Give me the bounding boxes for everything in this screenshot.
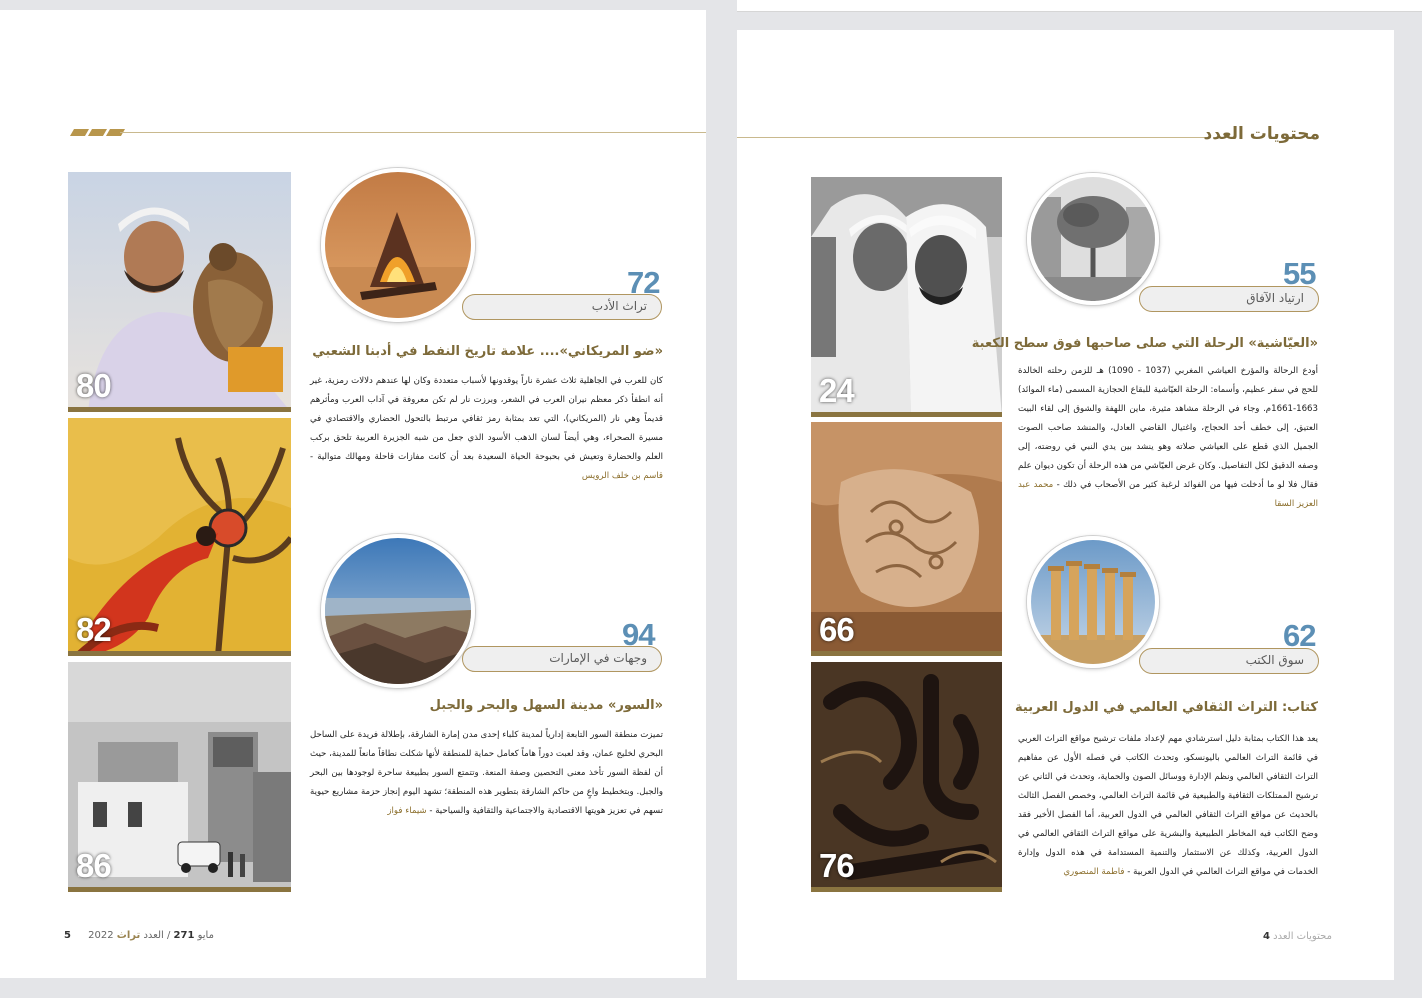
header-rule — [120, 132, 706, 133]
article-summary-text: أودع الرحالة والمؤرخ العياشي المغربي (1037 - 1090) هـ للزمن رحلته الخالدة للحج في سفر عظيم، وأسماه: الرحلة العيّاشية للبقاع الحجازية المسمى (ماء الموائد) 1663-1661م. وجاء في الرحلة مشاهد مثيرة، ماين اللهفة والشوق إلى لقاء البيت العتيق، إلى خطف أحد الحجاج، واغتيال القاضي العادل، والمنشد صاحب الصوت الجميل الذي قطع على العياشي صلاته وهو ينشد بين يدي النبي في روضته، إلى وصفه الدقيق لكل التفاصيل. وكان غرض العيّاشي من هذه الرحلة أن تكون ديوان علم فقال فلا لو ما أدخلت فيها من الفوائد لرغبة كثير من الأصحاب في ذلك - — [1018, 366, 1319, 490]
section-label: ارتياد الآفاق — [1246, 291, 1304, 305]
footer-page-number: 5 — [64, 930, 71, 941]
section-label: وجهات في الإمارات — [549, 651, 647, 665]
article-page-number: 55 — [1283, 256, 1316, 291]
article-author[interactable]: قاسم بن خلف الرويس — [581, 471, 663, 481]
article-title[interactable]: «ضو المريكاني».... علامة تاريخ النفط في أدبنا الشعبي — [312, 344, 663, 359]
article-summary — [310, 372, 663, 486]
footer-month: مايو — [197, 930, 214, 941]
article-title[interactable]: «العيّاشية» الرحلة التي صلى صاحبها فوق سطح الكعبة — [971, 336, 1318, 351]
page-footer — [1253, 931, 1332, 942]
article-author[interactable]: فاطمة المنصوري — [1063, 867, 1125, 877]
mountain-landscape-icon — [325, 538, 471, 684]
article-thumbnail-mountains[interactable] — [321, 534, 475, 688]
roman-columns-icon — [1031, 540, 1155, 664]
photo-sheikhs[interactable] — [811, 177, 1002, 417]
footer-page-number: 4 — [1263, 931, 1270, 942]
article-author[interactable]: شيماء فواز — [387, 806, 427, 816]
article-summary — [1018, 730, 1318, 882]
photo-painting[interactable] — [68, 418, 291, 656]
decorative-stripes — [72, 129, 123, 136]
page-number-86: 86 — [76, 847, 111, 884]
magazine-logo: تراث — [116, 930, 141, 941]
courtyard-photo-icon — [1031, 177, 1155, 301]
footer-year: 2022 — [88, 930, 114, 941]
campfire-icon — [325, 172, 471, 318]
magazine-page-left — [0, 10, 706, 978]
article-page-number: 94 — [622, 617, 655, 652]
photo-stone-carving[interactable] — [811, 422, 1002, 656]
photo-calligraphy[interactable] — [811, 662, 1002, 892]
article-summary-text: كان للعرب في الجاهلية ثلاث عشرة ناراً يوقدونها لأسباب متعددة وكان لها عندهم دلالات رمزية، غير أنه انطفأ ذكر معظم نيران العرب في الشعر، وبرزت نار لم تكن معروفة في آداب العرب ومأثرهم قديماً وهي نار (المريكاني)، التي تعد بمثابة رمز ثقافي مرتبط بالتحول الحضاري والاقتصادي في مسيرة الصحراء، وهي أيضاً لسان الذهب الأسود الذي جعل من شبه الجزيرة العربية تلحق بركب العلم والحضارة وتعيش في بحبوحة الحياة السعيدة بعد أن كانت مفازات قاحلة ومهالك متوالية - — [310, 376, 663, 462]
article-summary — [310, 726, 663, 821]
article-thumbnail-fire[interactable] — [321, 168, 475, 322]
footer-issue-label: / العدد — [143, 930, 171, 941]
magazine-page-right — [737, 30, 1394, 980]
photo-falconer[interactable] — [68, 172, 291, 412]
article-summary-text: يعد هذا الكتاب بمثابة دليل استرشادي مهم لإعداد ملفات ترشيح مواقع التراث العربي في قائمة التراث العالمي باليونسكو، وتحدث الكاتب في فصله الأول عن مفاهيم التراث الثقافي العالمي ونظم الإدارة ووسائل الصون والحماية، وتحدث في الثاني عن ترشيح الممتلكات الثقافية والطبيعية في قائمة التراث العالمي، وخصص الفصل الثالث بالحديث عن مواقع التراث الثقافي العالمي في الدول العربية، أما الفصل الأخير فقد وضح الكاتب فيه المخاطر الطبيعية والبشرية على مواقع التراث الثقافي العالمي في الدول العربية، وكذلك عن الاستثمار والتنمية المستدامة في هذه الدول وإدارة الخدمات في مواقع التراث العالمي في الدول العربية - — [1018, 734, 1318, 877]
contents-heading: محتويات العدد — [1203, 124, 1320, 144]
page-number-80: 80 — [76, 367, 111, 404]
article-page-number: 62 — [1283, 618, 1316, 653]
article-thumbnail-columns[interactable] — [1027, 536, 1159, 668]
photo-old-town[interactable] — [68, 662, 291, 892]
page-number-76: 76 — [819, 847, 854, 884]
article-title[interactable]: «السور» مدينة السهل والبحر والجبل — [429, 698, 663, 713]
article-page-number: 72 — [627, 265, 660, 300]
article-thumbnail-old-courtyard[interactable] — [1027, 173, 1159, 305]
section-label: تراث الأدب — [591, 299, 647, 313]
section-label: سوق الكتب — [1245, 653, 1304, 667]
article-summary-text: تميزت منطقة السور التابعة إدارياً لمدينة كلباء إحدى مدن إمارة الشارقة، بإطلالة فريدة على الساحل البحري لخليج عمان، وقد لعبت دوراً هاماً كعامل حماية للمنطقة لأنها شكلت نطاقاً مانعاً للمدينة، حيث أن لفظة السور تأخذ معنى التحصين وصفة المنعة. وتتمتع السور بطبيعة ساحرة لوجودها بين البحر والجبل. وبتخطيط واعٍ من حاكم الشارقة بتطوير هذه المنطقة؛ تشهد اليوم إنجاز حزمة مشاريع حيوية تسهم في تعزيز هويتها الاقتصادية والاجتماعية والثقافية والسياحية - — [310, 730, 663, 816]
article-title[interactable]: كتاب: التراث الثقافي العالمي في الدول العربية — [1015, 700, 1318, 715]
article-author[interactable]: محمد عبد العزيز السقا — [1018, 480, 1318, 509]
page-footer — [64, 930, 214, 941]
footer-issue-number: 271 — [173, 930, 195, 941]
header-rule — [737, 137, 1207, 138]
article-summary — [1018, 362, 1318, 514]
page-number-66: 66 — [819, 611, 854, 648]
footer-label: محتويات العدد — [1273, 931, 1332, 942]
previous-page-strip — [737, 0, 1422, 12]
page-number-82: 82 — [76, 611, 111, 648]
page-number-24: 24 — [819, 372, 854, 409]
